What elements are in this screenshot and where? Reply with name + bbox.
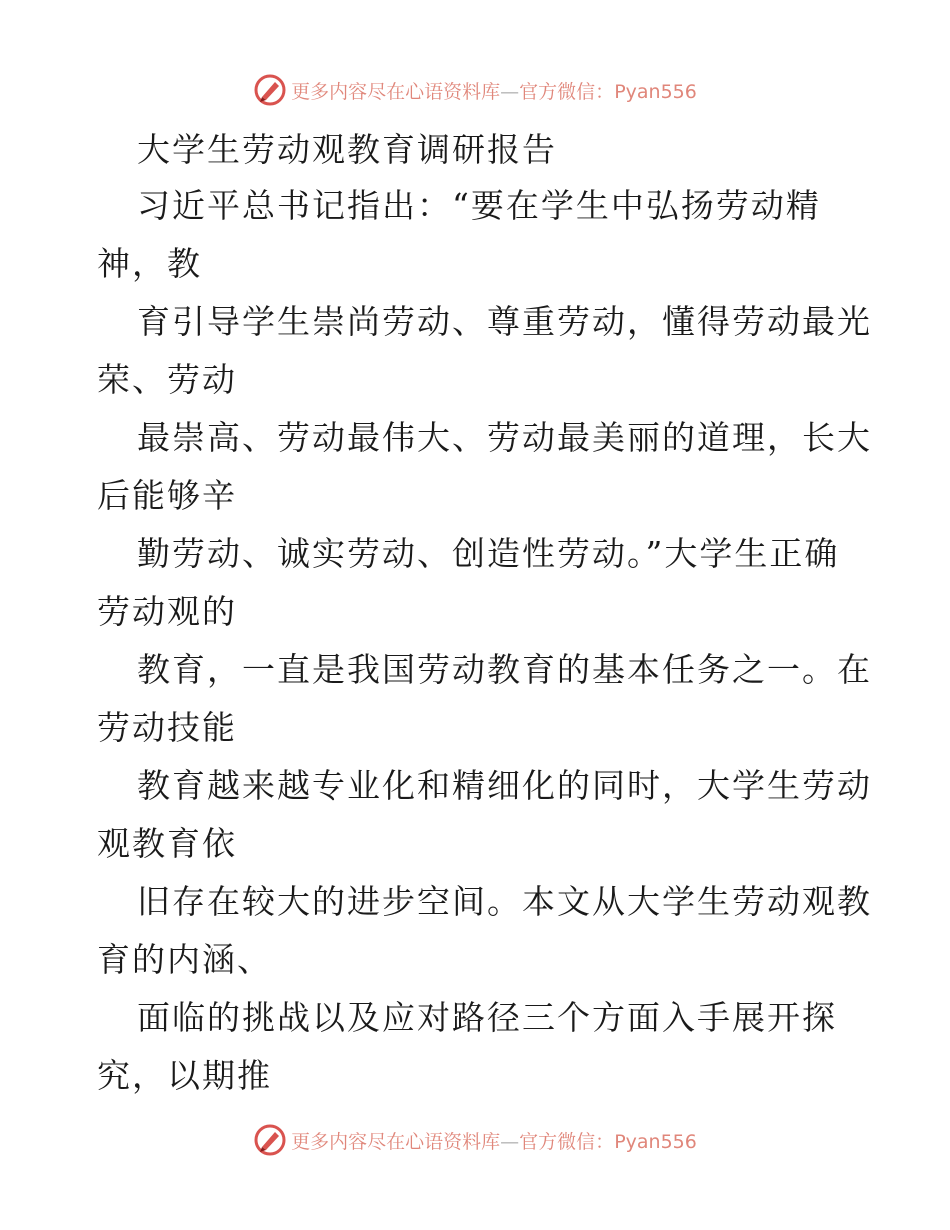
- watermark-wechat-label: 官方微信：: [519, 80, 615, 103]
- watermark-separator: —: [500, 80, 520, 103]
- header-watermark: [0, 70, 950, 110]
- footer-watermark: [0, 1120, 950, 1160]
- pen-logo-icon: [253, 73, 287, 107]
- text-line: 育引导学生崇尚劳动、尊重劳动，懂得劳动最光: [137, 302, 872, 341]
- text-line: 育的内涵、: [97, 940, 272, 979]
- watermark-text: [291, 77, 697, 104]
- text-line: 后能够辛: [97, 476, 237, 515]
- pen-logo-icon: [253, 1123, 287, 1157]
- watermark-text: [291, 1127, 697, 1154]
- watermark-separator: —: [500, 1130, 520, 1153]
- text-line: 勤劳动、诚实劳动、创造性劳动。”大学生正确: [137, 534, 840, 573]
- watermark-brand: 更多内容尽在心语资料库: [291, 1130, 501, 1153]
- watermark-brand: 更多内容尽在心语资料库: [291, 80, 501, 103]
- text-line: 面临的挑战以及应对路径三个方面入手展开探: [137, 998, 837, 1037]
- text-line: 教育，一直是我国劳动教育的基本任务之一。在: [137, 650, 872, 689]
- document-title: 大学生劳动观教育调研报告: [137, 130, 557, 169]
- text-line: 究，以期推: [97, 1056, 272, 1095]
- text-line: 劳动观的: [97, 592, 237, 631]
- text-line: 最崇高、劳动最伟大、劳动最美丽的道理，长大: [137, 418, 872, 457]
- text-line: 神，教: [97, 244, 202, 283]
- text-line: 习近平总书记指出：“要在学生中弘扬劳动精: [137, 186, 821, 225]
- watermark-wechat-id: Pyan556: [614, 1130, 697, 1153]
- text-line: 荣、劳动: [97, 360, 237, 399]
- text-line: 观教育依: [97, 824, 237, 863]
- text-line: 旧存在较大的进步空间。本文从大学生劳动观教: [137, 882, 872, 921]
- watermark-wechat-label: 官方微信：: [519, 1130, 615, 1153]
- text-line: 劳动技能: [97, 708, 237, 747]
- watermark-wechat-id: Pyan556: [614, 80, 697, 103]
- text-line: 教育越来越专业化和精细化的同时，大学生劳动: [137, 766, 872, 805]
